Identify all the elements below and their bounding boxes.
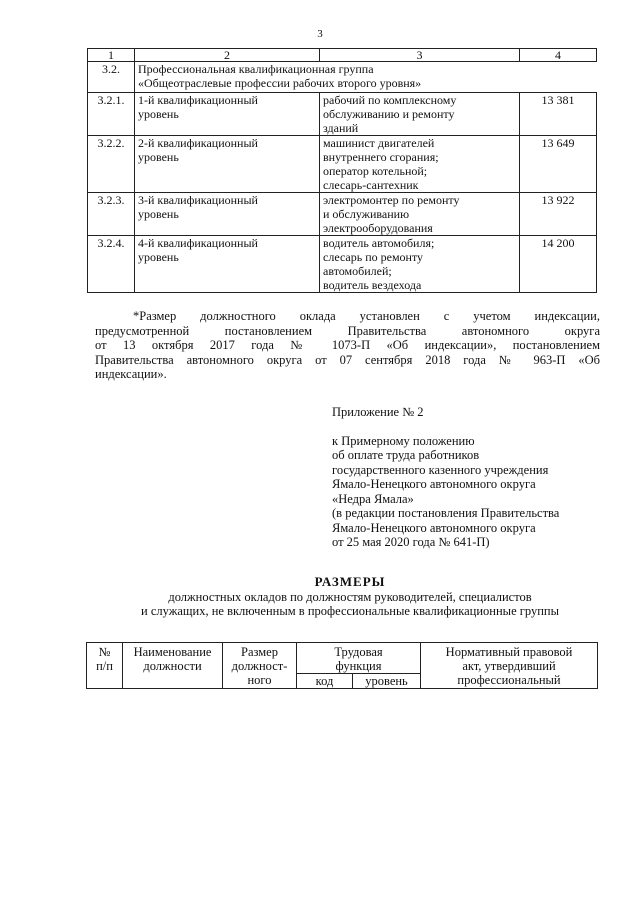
document-title-block: РАЗМЕРЫ должностных окладов по должностям руководителей, специалистов и служащих, не включенным в профессиональные квалификационные группы [60,575,640,619]
table-row [88,236,597,293]
row-code: 3.2.4. [88,236,135,293]
row-salary: 13 649 [520,136,597,193]
row-level: 2-й квалификационный уровень [135,136,320,193]
table-row [88,193,597,236]
group-title: Профессиональная квалификационная группа «Общеотраслевые профессии рабочих второго уровня» [135,62,597,93]
appendix-header: Приложение № 2 к Примерному положению об оплате труда работников государственного казенного учреждения Ямало-Ненецкого автономного округа «Недра Ямала» (в редакции постановления Правительства Ямало-Ненецкого автономного округа от 25 мая 2020 года № 641-П) [332,405,612,550]
qualification-salary-table [87,48,597,293]
document-title: РАЗМЕРЫ [314,574,386,589]
footnote: *Размер должностного оклада установлен с учетом индексации, предусмотренной постановлением Правительства автономного округа от 13 октября 2017 года № 1073-П «Об индексации», постановлением Правительства автономного округа от 07 сентября 2018 года № 963-П «Об индексации». [95,309,600,381]
row-code: 3.2.2. [88,136,135,193]
page-number: 3 [317,28,323,40]
row-salary: 13 922 [520,193,597,236]
col-number-header: № п/п [87,643,123,689]
table-row [88,136,597,193]
group-code: 3.2. [88,62,135,93]
row-professions: рабочий по комплексному обслуживанию и ремонту зданий [320,93,520,136]
table-header-row [88,49,597,62]
row-level: 1-й квалификационный уровень [135,93,320,136]
table-header-row [87,643,598,674]
row-professions: машинист двигателей внутреннего сгорания; оператор котельной; слесарь-сантехник [320,136,520,193]
col-name-header: Наименование должности [123,643,223,689]
positions-table [86,642,598,689]
header-cell: 1 [88,49,135,62]
header-cell: 4 [520,49,597,62]
row-salary: 13 381 [520,93,597,136]
table-row [88,93,597,136]
row-code: 3.2.1. [88,93,135,136]
col-function-header: Трудовая функция [297,643,421,674]
row-professions: водитель автомобиля; слесарь по ремонту автомобилей; водитель вездехода [320,236,520,293]
row-salary: 14 200 [520,236,597,293]
col-level-header: уровень [353,674,421,689]
col-act-header: Нормативный правовой акт, утвердивший профессиональный [421,643,598,689]
row-professions: электромонтер по ремонту и обслуживанию электрооборудования [320,193,520,236]
row-level: 4-й квалификационный уровень [135,236,320,293]
appendix-title: Приложение № 2 [332,405,424,419]
group-row [88,62,597,93]
row-level: 3-й квалификационный уровень [135,193,320,236]
header-cell: 2 [135,49,320,62]
header-cell: 3 [320,49,520,62]
col-size-header: Размер должност- ного [223,643,297,689]
row-code: 3.2.3. [88,193,135,236]
col-code-header: код [297,674,353,689]
